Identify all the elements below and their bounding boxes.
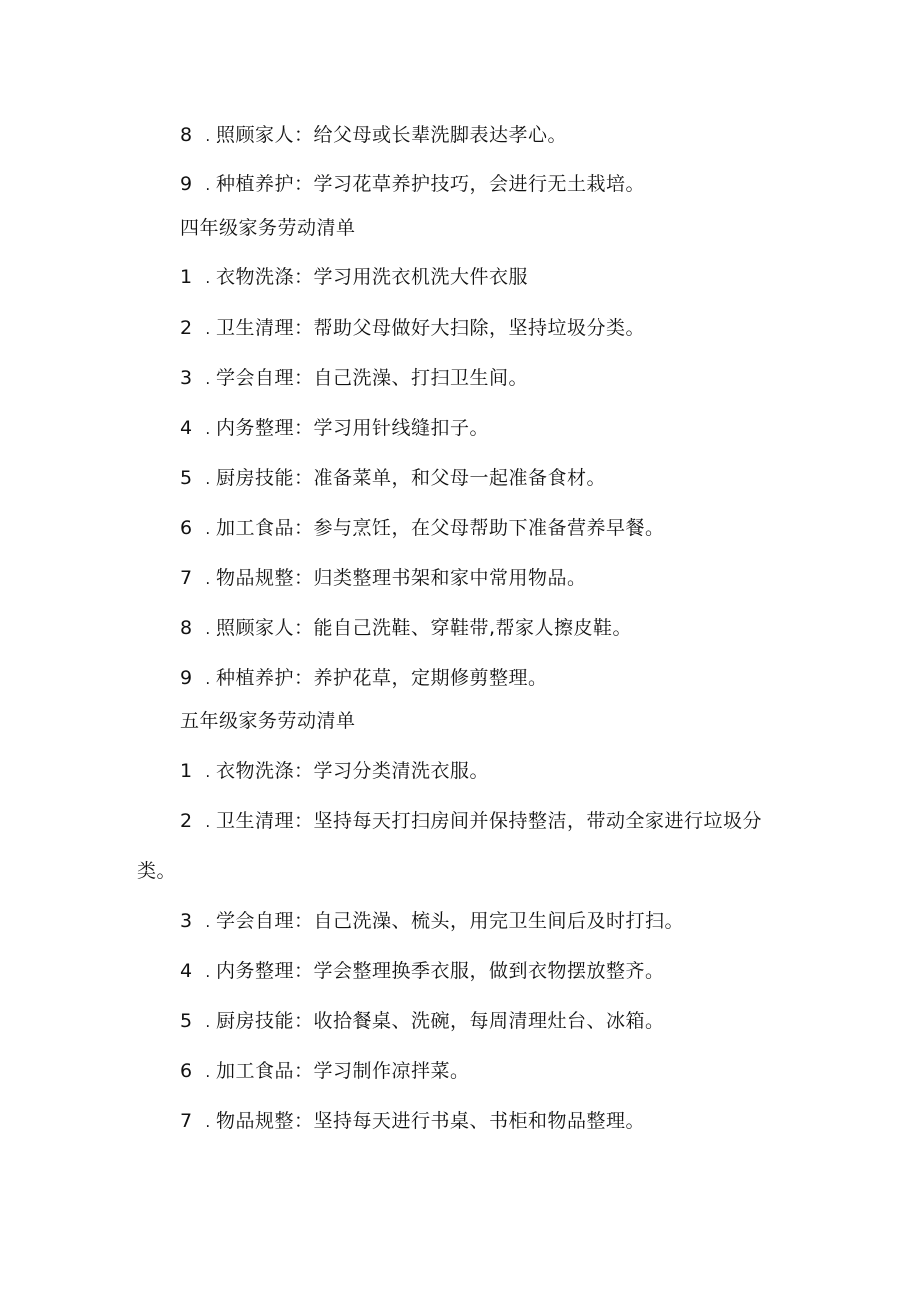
item-number: 3 xyxy=(180,367,193,389)
item-separator: . xyxy=(205,370,211,388)
item-text: 内务整理：学习用针线缝扣子。 xyxy=(216,417,490,439)
item-text: 学会自理：自己洗澡、打扫卫生间。 xyxy=(216,367,529,389)
item-text: 厨房技能：准备菜单，和父母一起准备食材。 xyxy=(216,467,607,489)
item-separator: . xyxy=(205,470,211,488)
list-item xyxy=(180,122,567,149)
item-separator: . xyxy=(205,1013,211,1031)
item-number: 9 xyxy=(180,667,193,689)
item-number: 7 xyxy=(180,1110,193,1132)
list-item xyxy=(180,171,645,198)
item-separator: . xyxy=(205,520,211,538)
list-item xyxy=(180,515,665,542)
item-number: 8 xyxy=(180,617,193,639)
item-number: 3 xyxy=(180,910,193,932)
item-text: 加工食品：学习制作凉拌菜。 xyxy=(216,1060,470,1082)
item-separator: . xyxy=(205,570,211,588)
list-item xyxy=(180,808,762,835)
list-item xyxy=(180,615,632,642)
item-number: 9 xyxy=(180,173,193,195)
list-item xyxy=(180,665,548,692)
item-number: 4 xyxy=(180,960,193,982)
item-text: 衣物洗涤：学习用洗衣机洗大件衣服 xyxy=(216,266,529,288)
section-heading-grade-5: 五年级家务劳动清单 xyxy=(180,710,356,732)
item-separator: . xyxy=(205,269,211,287)
item-separator: . xyxy=(205,320,211,338)
item-separator: . xyxy=(205,963,211,981)
item-text: 种植养护：学习花草养护技巧，会进行无土栽培。 xyxy=(216,173,646,195)
item-separator: . xyxy=(205,1113,211,1131)
item-separator: . xyxy=(205,1063,211,1081)
item-number: 4 xyxy=(180,417,193,439)
list-item xyxy=(180,908,684,935)
item-number: 7 xyxy=(180,567,193,589)
item-text: 物品规整：坚持每天进行书桌、书柜和物品整理。 xyxy=(216,1110,646,1132)
item-text: 厨房技能：收拾餐桌、洗碗，每周清理灶台、冰箱。 xyxy=(216,1010,665,1032)
item-number: 8 xyxy=(180,124,193,146)
item-separator: . xyxy=(205,763,211,781)
list-item-continuation: 类。 xyxy=(137,860,177,882)
item-text: 内务整理：学会整理换季衣服，做到衣物摆放整齐。 xyxy=(216,960,665,982)
item-number: 6 xyxy=(180,1060,193,1082)
list-item xyxy=(180,264,528,291)
item-number: 5 xyxy=(180,1010,193,1032)
list-item xyxy=(180,958,665,985)
list-item xyxy=(180,465,606,492)
item-text: 学会自理：自己洗澡、梳头，用完卫生间后及时打扫。 xyxy=(216,910,685,932)
item-number: 1 xyxy=(180,266,193,288)
item-text: 加工食品：参与烹饪，在父母帮助下准备营养早餐。 xyxy=(216,517,665,539)
item-number: 6 xyxy=(180,517,193,539)
item-text: 卫生清理：坚持每天打扫房间并保持整洁，带动全家进行垃圾分 xyxy=(216,810,763,832)
item-number: 2 xyxy=(180,810,193,832)
list-item xyxy=(180,415,489,442)
item-text: 衣物洗涤：学习分类清洗衣服。 xyxy=(216,760,490,782)
item-text: 照顾家人：给父母或长辈洗脚表达孝心。 xyxy=(216,124,568,146)
item-separator: . xyxy=(205,620,211,638)
item-separator: . xyxy=(205,913,211,931)
item-text: 物品规整：归类整理书架和家中常用物品。 xyxy=(216,567,587,589)
list-item xyxy=(180,1108,645,1135)
item-text: 照顾家人：能自己洗鞋、穿鞋带,帮家人擦皮鞋。 xyxy=(216,617,633,639)
section-heading-grade-4: 四年级家务劳动清单 xyxy=(180,217,356,239)
item-separator: . xyxy=(205,670,211,688)
list-item xyxy=(180,315,645,342)
item-text: 种植养护：养护花草，定期修剪整理。 xyxy=(216,667,548,689)
item-separator: . xyxy=(205,813,211,831)
item-separator: . xyxy=(205,420,211,438)
item-separator: . xyxy=(205,127,211,145)
item-separator: . xyxy=(205,176,211,194)
item-number: 5 xyxy=(180,467,193,489)
item-text: 卫生清理：帮助父母做好大扫除，坚持垃圾分类。 xyxy=(216,317,646,339)
list-item xyxy=(180,365,528,392)
list-item xyxy=(180,565,587,592)
list-item xyxy=(180,758,489,785)
item-number: 1 xyxy=(180,760,193,782)
item-number: 2 xyxy=(180,317,193,339)
list-item xyxy=(180,1008,665,1035)
list-item xyxy=(180,1058,470,1085)
